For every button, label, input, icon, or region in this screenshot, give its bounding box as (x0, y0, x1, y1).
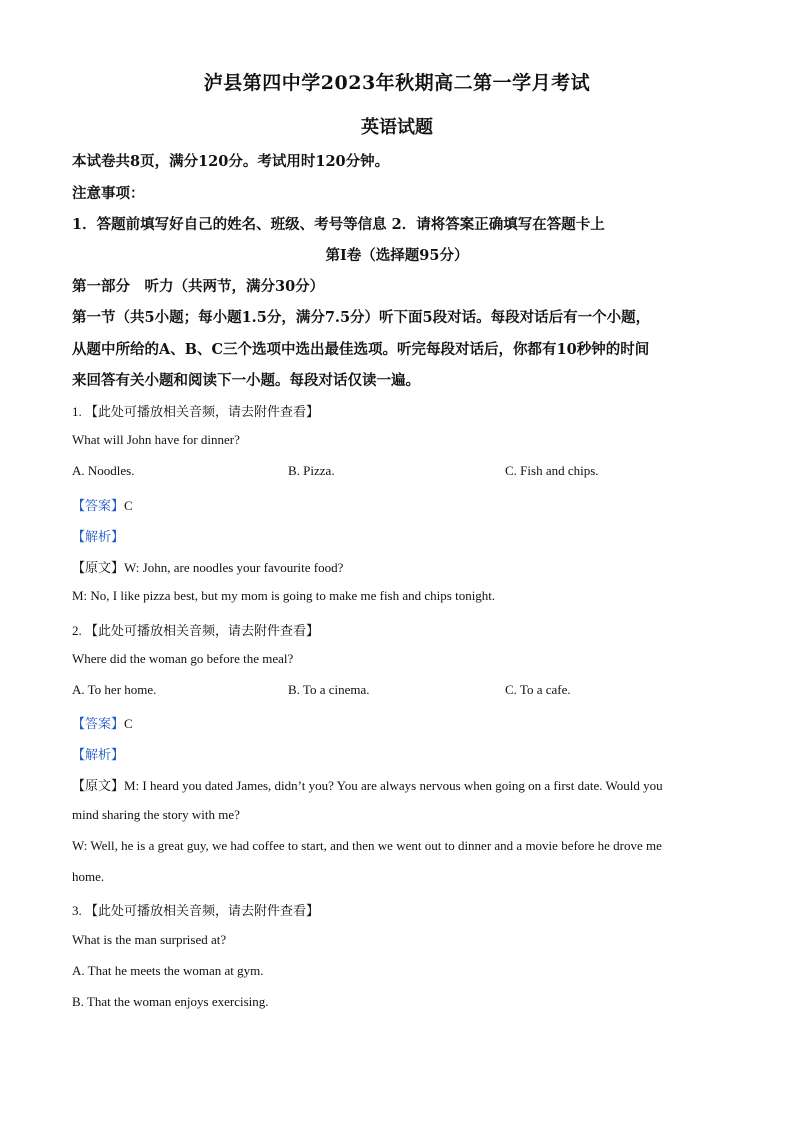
option-c: C. To a cafe. (505, 682, 571, 697)
answer-value: C (124, 716, 133, 731)
question-text: What will John have for dinner? (72, 432, 240, 447)
answer-row (72, 713, 133, 732)
audio-placeholder: 2. 【此处可播放相关音频，请去附件查看】 (72, 623, 320, 638)
answer-value: C (124, 498, 133, 513)
section-instructions-line: 第一节（共5小题；每小题1.5分，满分7.5分）听下面5段对话。每段对话后有一个小题， (72, 309, 651, 326)
analysis-label: 【解析】 (72, 529, 125, 544)
section-instructions-line: 来回答有关小题和阅读下一小题。每段对话仅读一遍。 (72, 372, 420, 389)
section-instructions-line: 从题中所给的A、B、C三个选项中选出最佳选项。听完每段对话后，你都有10秒钟的时间 (72, 341, 650, 358)
notice-label: 注意事项： (72, 185, 145, 202)
volume-heading: 第I卷（选择题95分） (325, 247, 469, 264)
transcript-row (72, 775, 663, 794)
transcript-line: mind sharing the story with me? (72, 807, 240, 822)
original-label: 【原文】 (72, 778, 125, 793)
transcript-line: M: I heard you dated James, didn’t you? You are always nervous when going on a first date. Would you (124, 778, 663, 793)
transcript-line: home. (72, 869, 105, 884)
notice-item: 1．答题前填写好自己的姓名、班级、考号等信息 2．请将答案正确填写在答题卡上 (72, 216, 605, 233)
option-a: A. Noodles. (72, 463, 135, 478)
transcript-line: W: John, are noodles your favourite food? (124, 560, 344, 575)
question-text: What is the man surprised at? (72, 932, 227, 947)
answer-row (72, 495, 133, 514)
option-b: B. To a cinema. (288, 682, 370, 697)
analysis-label: 【解析】 (72, 747, 125, 762)
option-c: C. Fish and chips. (505, 463, 599, 478)
transcript-line: M: No, I like pizza best, but my mom is going to make me fish and chips tonight. (72, 588, 496, 603)
transcript-line: W: Well, he is a great guy, we had coffee to start, and then we went out to dinner and a movie before he drove me (72, 838, 662, 853)
option-a: A. That he meets the woman at gym. (72, 963, 264, 978)
option-a: A. To her home. (72, 682, 157, 697)
audio-placeholder: 3. 【此处可播放相关音频，请去附件查看】 (72, 903, 320, 918)
answer-label: 【答案】 (72, 498, 125, 513)
question-text: Where did the woman go before the meal? (72, 651, 294, 666)
exam-info: 本试卷共8页，满分120分。考试用时120分钟。 (72, 153, 390, 170)
audio-placeholder: 1. 【此处可播放相关音频，请去附件查看】 (72, 404, 320, 419)
option-b: B. Pizza. (288, 463, 335, 478)
page-title: 泸县第四中学2023年秋期高二第一学月考试 (203, 72, 591, 94)
transcript-row (72, 557, 343, 576)
answer-label: 【答案】 (72, 716, 125, 731)
option-b: B. That the woman enjoys exercising. (72, 994, 269, 1009)
page-subtitle: 英语试题 (361, 117, 433, 138)
part-heading: 第一部分 听力（共两节，满分30分） (72, 278, 325, 295)
original-label: 【原文】 (72, 560, 125, 575)
